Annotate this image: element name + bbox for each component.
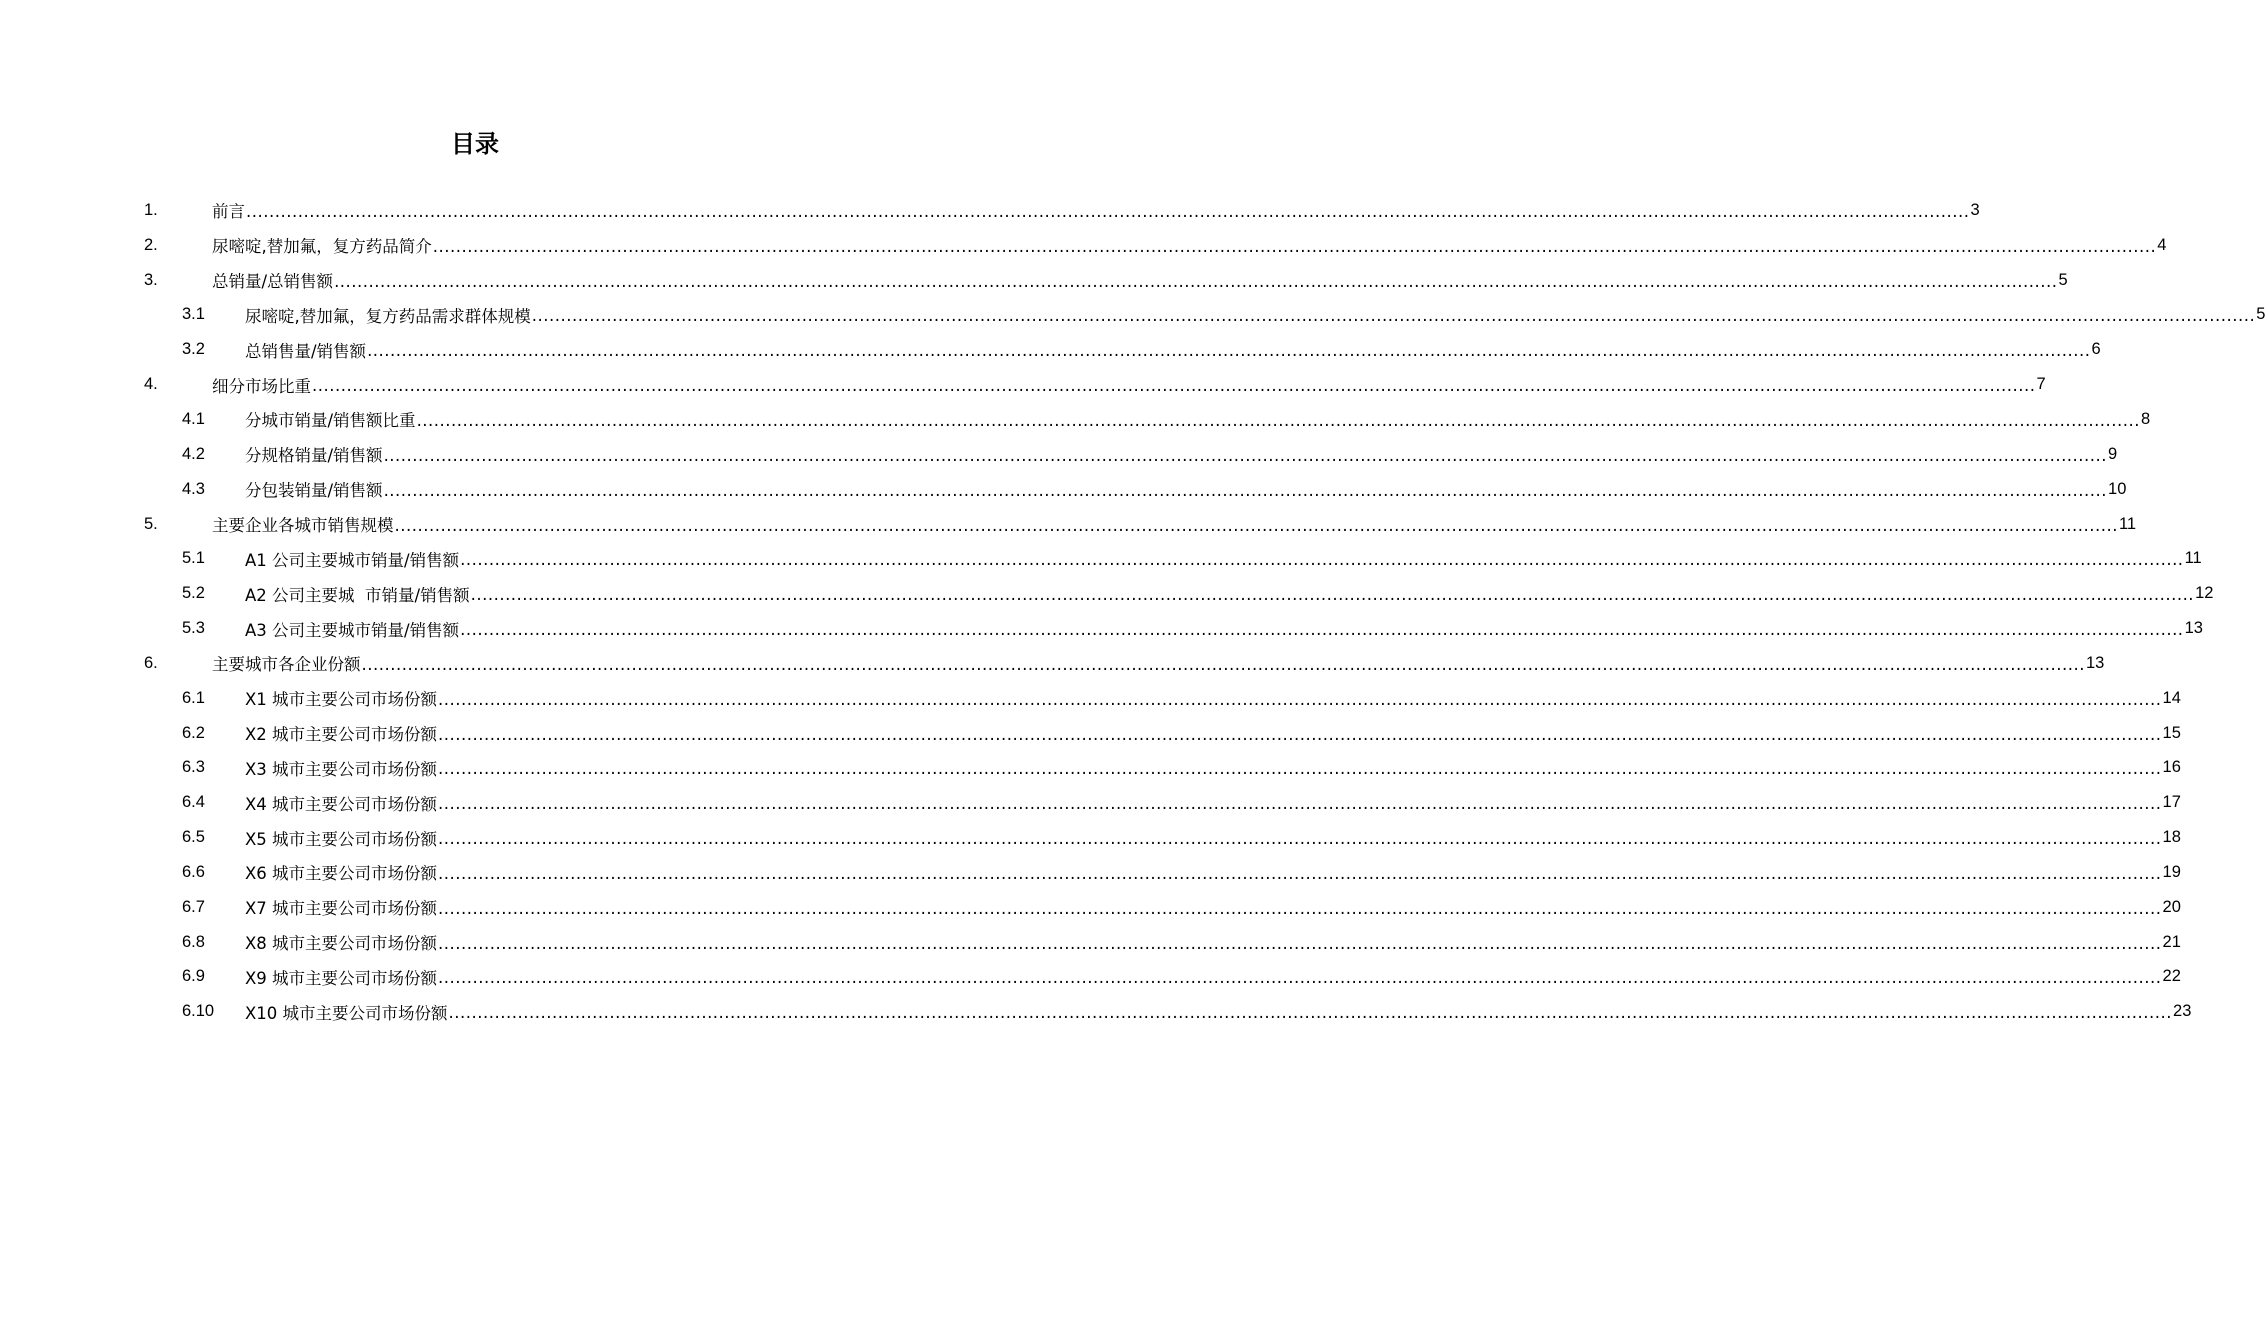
toc-entry-body — [245, 338, 2101, 362]
toc-entry-page-number: 9 — [2108, 444, 2118, 463]
toc-entry-page-number: 12 — [2195, 584, 2214, 603]
toc-entry-body — [245, 686, 2181, 710]
toc-entry-page-number: 4 — [2157, 235, 2167, 254]
dot-leader: ............................................................................................................................................................................................................................................................................................................ — [367, 341, 2091, 361]
dot-leader: ............................................................................................................................................................................................................................................................................................................ — [361, 654, 2085, 674]
toc-entry-title: X9 城市主要公司市场份额 — [245, 968, 438, 988]
toc-entry-body — [245, 756, 2181, 780]
toc-entry-number: 2. — [144, 235, 158, 254]
toc-entry[interactable] — [0, 367, 2046, 402]
toc-entry-number: 6.10 — [182, 1002, 215, 1021]
toc-entry-page-number: 13 — [2085, 653, 2105, 672]
toc-entry-body — [245, 965, 2181, 989]
toc-entry-number: 6.4 — [182, 793, 205, 812]
dot-leader: ............................................................................................................................................................................................................................................................................................................ — [432, 236, 2157, 256]
dot-leader: ............................................................................................................................................................................................................................................................................................................ — [438, 863, 2162, 883]
toc-entry-body — [245, 303, 2265, 327]
toc-entry-page-number: 8 — [2141, 409, 2151, 428]
toc-entry-number: 6. — [144, 653, 158, 672]
toc-entry-page-number: 13 — [2184, 619, 2203, 638]
toc-entry-body — [245, 860, 2181, 884]
toc-entry-page-number: 15 — [2162, 723, 2181, 742]
toc-entry[interactable] — [0, 890, 2181, 925]
toc-entry-title: A1 公司主要城市销量/销售额 — [245, 550, 460, 570]
toc-entry-page-number: 5 — [2256, 305, 2265, 324]
toc-entry-body — [245, 930, 2181, 954]
toc-entry-title: 前言 — [212, 202, 245, 222]
dot-leader: ............................................................................................................................................................................................................................................................................................................ — [438, 759, 2162, 779]
toc-entry-body — [212, 198, 1980, 222]
toc-entry[interactable] — [0, 994, 2192, 1029]
toc-entry[interactable] — [0, 298, 2265, 333]
toc-entry-title: X8 城市主要公司市场份额 — [245, 934, 438, 954]
toc-entry-body — [245, 791, 2181, 815]
dot-leader: ............................................................................................................................................................................................................................................................................................................ — [383, 480, 2108, 500]
toc-entry-page-number: 10 — [2108, 479, 2127, 498]
toc-entry-number: 5.3 — [182, 619, 205, 638]
toc-entry-page-number: 14 — [2162, 688, 2181, 707]
dot-leader: ............................................................................................................................................................................................................................................................................................................ — [438, 933, 2162, 953]
toc-entry[interactable] — [0, 193, 1980, 228]
toc-entry-number: 6.9 — [182, 967, 205, 986]
toc-entry-number: 4.2 — [182, 444, 205, 463]
toc-entry[interactable] — [0, 681, 2181, 716]
toc-entry[interactable] — [0, 820, 2181, 855]
dot-leader: ............................................................................................................................................................................................................................................................................................................ — [334, 271, 2058, 291]
toc-entry[interactable] — [0, 576, 2214, 611]
dot-leader: ............................................................................................................................................................................................................................................................................................................ — [460, 620, 2184, 640]
toc-entry-title: X2 城市主要公司市场份额 — [245, 725, 438, 745]
toc-entry-body — [245, 477, 2127, 501]
toc-entry-title: 分规格销量/销售额 — [245, 446, 383, 466]
toc-entry-page-number: 11 — [2118, 514, 2137, 533]
toc-entry-number: 5.1 — [182, 549, 205, 568]
toc-entry-title: 尿嘧啶,替加氟，复方药品简介 — [212, 237, 432, 257]
dot-leader: ............................................................................................................................................................................................................................................................................................................ — [470, 585, 2195, 605]
toc-entry-body — [245, 826, 2181, 850]
toc-entry-body — [245, 895, 2181, 919]
toc-entry-body — [245, 617, 2203, 641]
dot-leader: ............................................................................................................................................................................................................................................................................................................ — [246, 201, 1970, 221]
toc-entry-page-number: 23 — [2173, 1002, 2192, 1021]
toc-entry-page-number: 22 — [2162, 967, 2181, 986]
toc-entry-page-number: 21 — [2162, 932, 2181, 951]
toc-entry-page-number: 16 — [2162, 758, 2181, 777]
toc-entry[interactable] — [0, 646, 2105, 681]
toc-entry-page-number: 18 — [2162, 828, 2181, 847]
toc-entry-number: 6.1 — [182, 688, 205, 707]
toc-entry-title: X10 城市主要公司市场份额 — [245, 1003, 448, 1023]
toc-entry-body — [212, 233, 2167, 257]
toc-entry-body — [245, 721, 2181, 745]
toc-entry-body — [245, 582, 2214, 606]
toc-entry-title: X5 城市主要公司市场份额 — [245, 829, 438, 849]
toc-entry-number: 3.1 — [182, 305, 205, 324]
toc-entry-body — [245, 1000, 2192, 1024]
toc-entry-number: 1. — [144, 200, 158, 219]
toc-entry-title: X3 城市主要公司市场份额 — [245, 759, 438, 779]
toc-entry-number: 6.3 — [182, 758, 205, 777]
toc-entry[interactable] — [0, 960, 2181, 995]
toc-entry[interactable] — [0, 855, 2181, 890]
toc-entry[interactable] — [0, 925, 2181, 960]
toc-entry-page-number: 6 — [2091, 340, 2101, 359]
toc-entry[interactable] — [0, 472, 2127, 507]
toc-entry-body — [245, 442, 2118, 466]
toc-entry-title: 主要企业各城市销售规模 — [212, 516, 394, 536]
toc-entry-number: 3. — [144, 270, 158, 289]
dot-leader: ............................................................................................................................................................................................................................................................................................................ — [383, 445, 2108, 465]
toc-entry-title: X6 城市主要公司市场份额 — [245, 864, 438, 884]
toc-entry-title: X7 城市主要公司市场份额 — [245, 899, 438, 919]
toc-entry-number: 6.5 — [182, 828, 205, 847]
toc-entry-title: 细分市场比重 — [212, 376, 311, 396]
dot-leader: ............................................................................................................................................................................................................................................................................................................ — [438, 689, 2162, 709]
toc-entry-page-number: 17 — [2162, 793, 2181, 812]
toc-entry-number: 6.8 — [182, 932, 205, 951]
toc-entry-title: 分包装销量/销售额 — [245, 481, 383, 501]
toc-entry-title: X4 城市主要公司市场份额 — [245, 794, 438, 814]
toc-entry-body — [245, 547, 2202, 571]
toc-entry-number: 4.1 — [182, 409, 205, 428]
toc-entry-page-number: 20 — [2162, 897, 2181, 916]
dot-leader: ............................................................................................................................................................................................................................................................................................................ — [438, 724, 2162, 744]
page-title: 目录 — [451, 130, 499, 158]
toc-entry-title: 分城市销量/销售额比重 — [245, 411, 416, 431]
toc-entry-title: A3 公司主要城市销量/销售额 — [245, 620, 460, 640]
toc-entry-number: 4. — [144, 375, 158, 394]
toc-entry-number: 5.2 — [182, 584, 205, 603]
toc-entry-title: 主要城市各企业份额 — [212, 655, 361, 675]
toc-entry[interactable] — [0, 716, 2181, 751]
toc-entry-page-number: 11 — [2184, 549, 2202, 568]
dot-leader: ............................................................................................................................................................................................................................................................................................................ — [394, 515, 2118, 535]
toc-entry-body — [212, 373, 2046, 397]
toc-entry-title: A2 公司主要城 市销量/销售额 — [245, 585, 470, 605]
dot-leader: ............................................................................................................................................................................................................................................................................................................ — [438, 898, 2162, 918]
toc-entry[interactable] — [0, 751, 2181, 786]
toc-entry[interactable] — [0, 332, 2101, 367]
toc-entry-number: 4.3 — [182, 479, 205, 498]
dot-leader: ............................................................................................................................................................................................................................................................................................................ — [438, 968, 2162, 988]
toc-entry-body — [245, 407, 2151, 431]
toc-entry-number: 6.7 — [182, 897, 205, 916]
dot-leader: ............................................................................................................................................................................................................................................................................................................ — [460, 550, 2184, 570]
toc-entry-number: 6.2 — [182, 723, 205, 742]
toc-entry-title: X1 城市主要公司市场份额 — [245, 690, 438, 710]
dot-leader: ............................................................................................................................................................................................................................................................................................................ — [448, 1003, 2173, 1023]
toc-entry-page-number: 5 — [2058, 270, 2068, 289]
toc-entry-page-number: 3 — [1970, 200, 1980, 219]
toc-entry[interactable] — [0, 263, 2068, 298]
toc-entry-number: 5. — [144, 514, 158, 533]
dot-leader: ............................................................................................................................................................................................................................................................................................................ — [531, 306, 2256, 326]
toc-entry[interactable] — [0, 541, 2202, 576]
toc-entry-number: 6.6 — [182, 862, 205, 881]
toc-entry[interactable] — [0, 611, 2203, 646]
toc-entry-title: 总销量/总销售额 — [212, 272, 334, 292]
dot-leader: ............................................................................................................................................................................................................................................................................................................ — [438, 794, 2162, 814]
toc-entry-body — [212, 512, 2137, 536]
toc-entry-page-number: 19 — [2162, 862, 2181, 881]
toc-entry-body — [212, 651, 2105, 675]
toc-entry-title: 尿嘧啶,替加氟，复方药品需求群体规模 — [245, 306, 531, 326]
toc-entry[interactable] — [0, 402, 2151, 437]
toc-entry-title: 总销售量/销售额 — [245, 341, 367, 361]
toc-entry[interactable] — [0, 228, 2167, 263]
dot-leader: ............................................................................................................................................................................................................................................................................................................ — [312, 376, 2036, 396]
dot-leader: ............................................................................................................................................................................................................................................................................................................ — [438, 829, 2162, 849]
dot-leader: ............................................................................................................................................................................................................................................................................................................ — [416, 410, 2141, 430]
toc-entry[interactable] — [0, 437, 2118, 472]
toc-entry-body — [212, 268, 2068, 292]
toc-entry[interactable] — [0, 507, 2137, 542]
toc-entry[interactable] — [0, 785, 2181, 820]
toc-list — [0, 193, 2265, 1029]
toc-entry-number: 3.2 — [182, 340, 205, 359]
toc-entry-page-number: 7 — [2036, 375, 2046, 394]
